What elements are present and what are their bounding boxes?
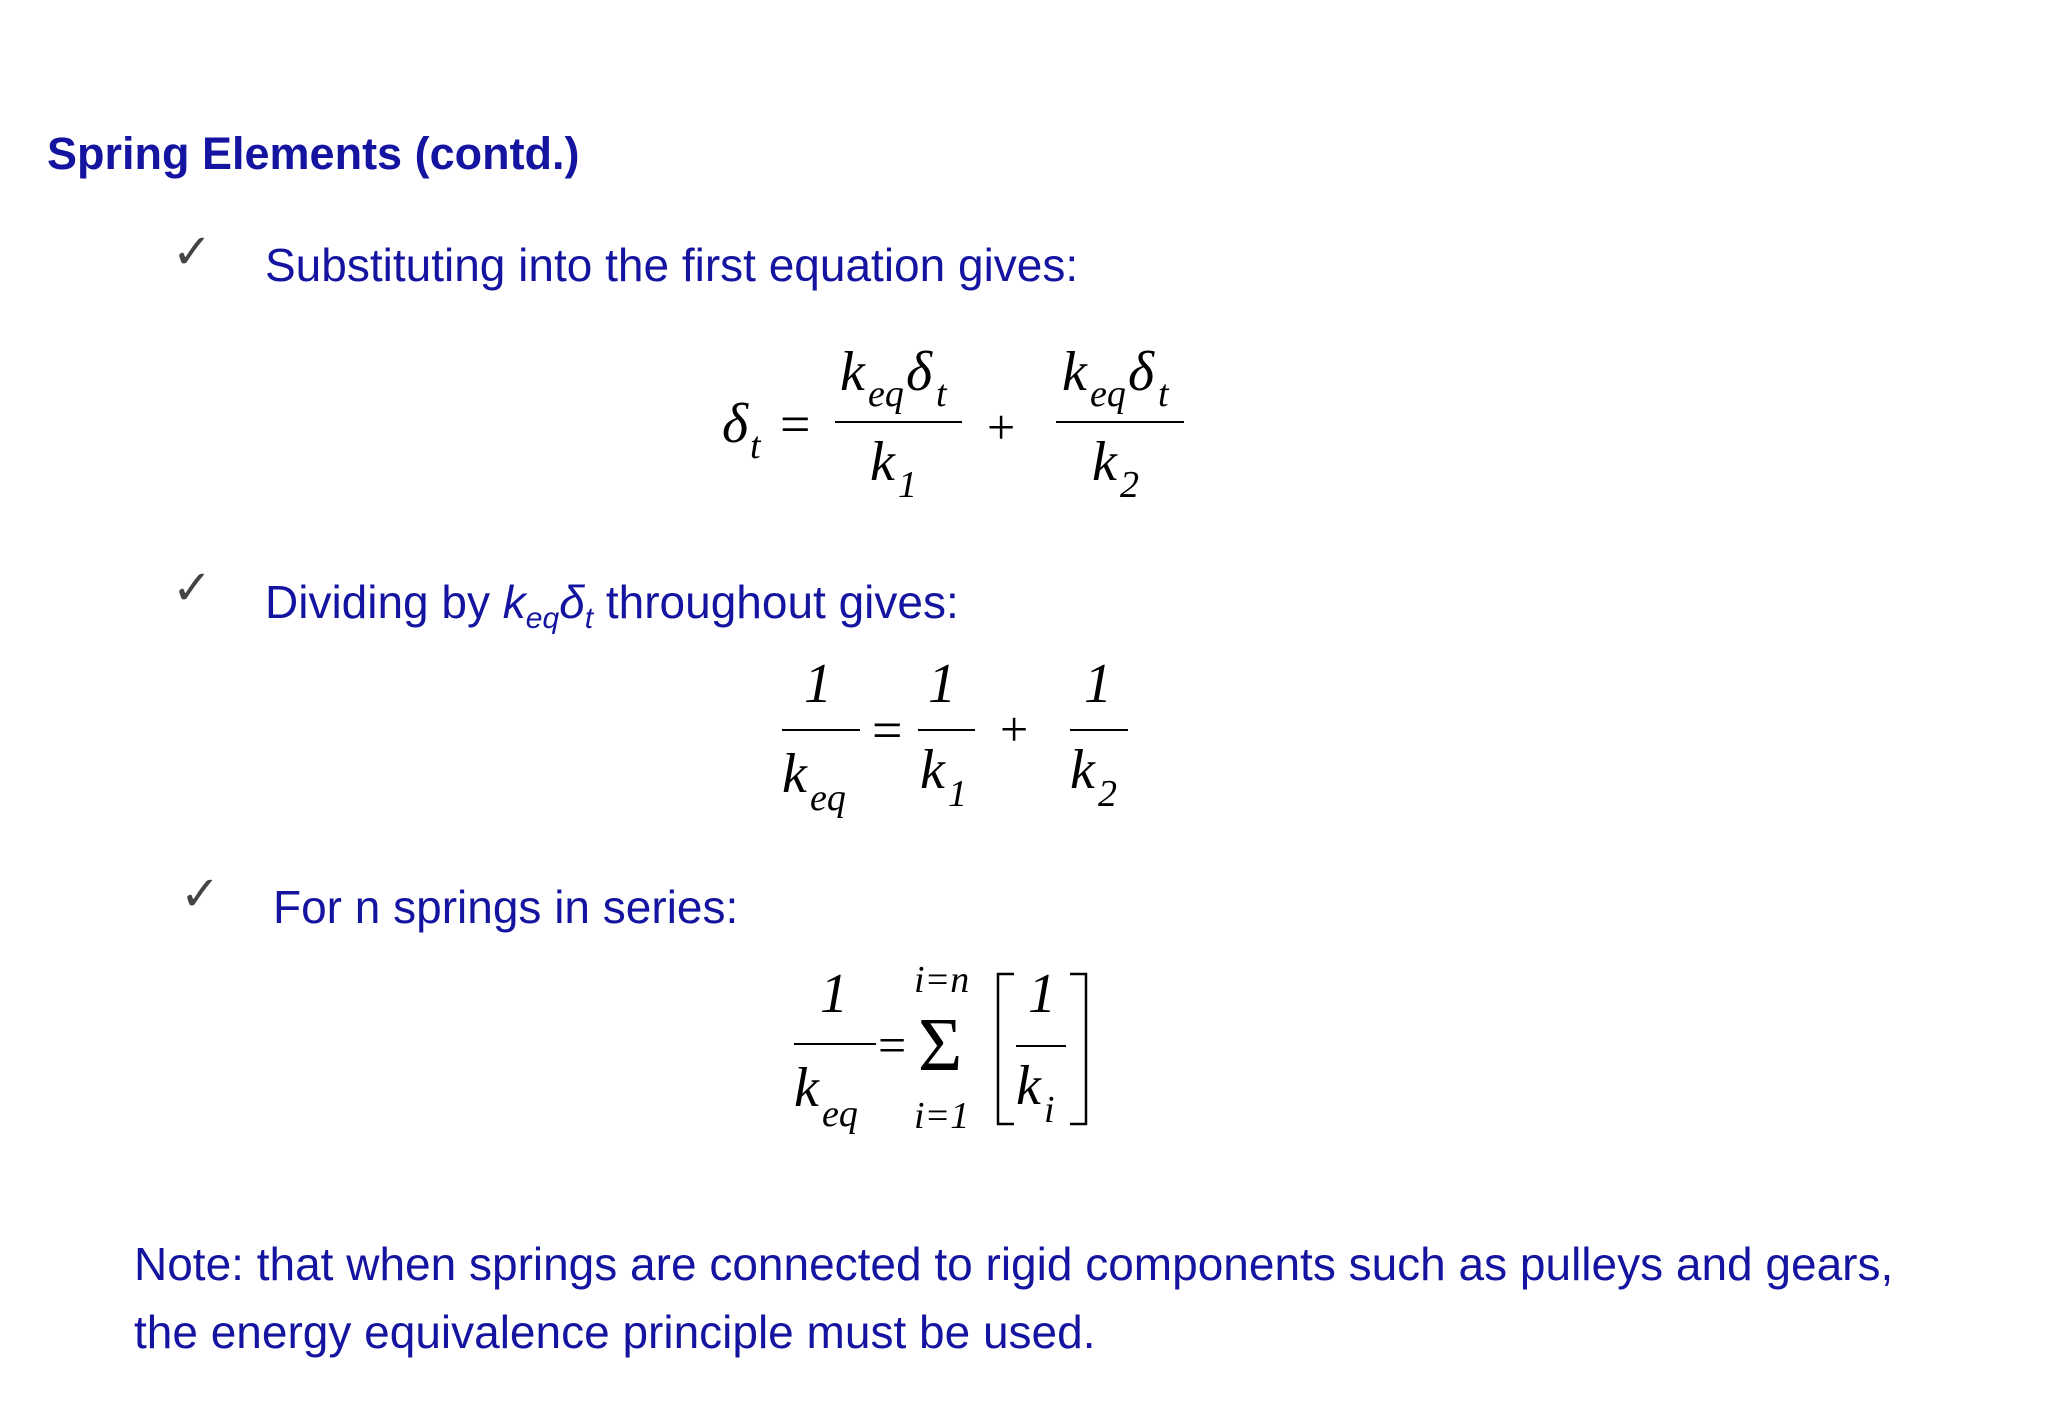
subscript-2: 2 <box>1098 773 1117 815</box>
numerator-1: 1 <box>1028 963 1056 1025</box>
checkmark-icon: ✓ <box>180 866 221 922</box>
subscript-eq: eq <box>822 1093 858 1135</box>
denominator-k: k <box>870 431 895 493</box>
numerator-1: 1 <box>1084 653 1112 715</box>
plus-sign: + <box>1000 701 1029 757</box>
numerator-delta: δ <box>906 341 933 403</box>
subscript-2: 2 <box>1120 464 1139 506</box>
numerator-delta: δ <box>1128 341 1155 403</box>
equals-sign: = <box>878 1017 907 1073</box>
note-line-2: the energy equivalence principle must be used. <box>134 1306 1096 1358</box>
numerator-1: 1 <box>804 653 832 715</box>
subscript-eq: eq <box>1090 373 1126 415</box>
checkmark-icon: ✓ <box>172 560 213 616</box>
subscript-t: t <box>750 425 761 467</box>
numerator-k: k <box>840 341 865 403</box>
denominator-k: k <box>782 743 807 805</box>
subscript-i: i <box>1044 1089 1055 1131</box>
left-bracket <box>998 974 1014 1124</box>
note-line-1: Note: that when springs are connected to rigid components such as pulleys and gears, <box>134 1238 1894 1290</box>
equals-sign: = <box>780 394 811 454</box>
subscript-t: t <box>936 373 947 415</box>
numerator-k: k <box>1062 341 1087 403</box>
slide-title: Spring Elements (contd.) <box>47 128 580 179</box>
subscript-eq: eq <box>868 373 904 415</box>
bullet-series: For n springs in series: <box>273 881 739 933</box>
denominator-k: k <box>1016 1055 1041 1117</box>
denominator-k: k <box>920 739 945 801</box>
right-bracket <box>1070 974 1086 1124</box>
denominator-k: k <box>1070 739 1095 801</box>
subscript-t: t <box>1158 373 1169 415</box>
sigma-icon: Σ <box>918 1003 963 1087</box>
inline-k-eq-delta-t: $k_{eq}\delta_t$ <box>502 576 594 635</box>
bullet-substituting: Substituting into the first equation gives: <box>265 239 1079 291</box>
bullet-dividing: Dividing by $k_{eq}\delta_t$ throughout gives: <box>265 576 959 635</box>
denominator-k: k <box>1092 431 1117 493</box>
numerator-1: 1 <box>820 963 848 1025</box>
subscript-eq: eq <box>810 777 846 819</box>
plus-sign: + <box>987 399 1016 455</box>
delta-symbol: δ <box>722 393 749 455</box>
sum-upper-limit: i=n <box>914 960 970 1001</box>
sum-lower-limit: i=1 <box>914 1095 970 1137</box>
checkmark-icon: ✓ <box>172 224 213 280</box>
equals-sign: = <box>872 700 903 760</box>
subscript-1: 1 <box>898 464 917 506</box>
subscript-1: 1 <box>948 773 967 815</box>
denominator-k: k <box>794 1057 819 1119</box>
numerator-1: 1 <box>928 653 956 715</box>
equation-reciprocal <box>760 650 1160 830</box>
equation-series-sum <box>780 960 1120 1140</box>
equation-substitution <box>700 330 1220 520</box>
